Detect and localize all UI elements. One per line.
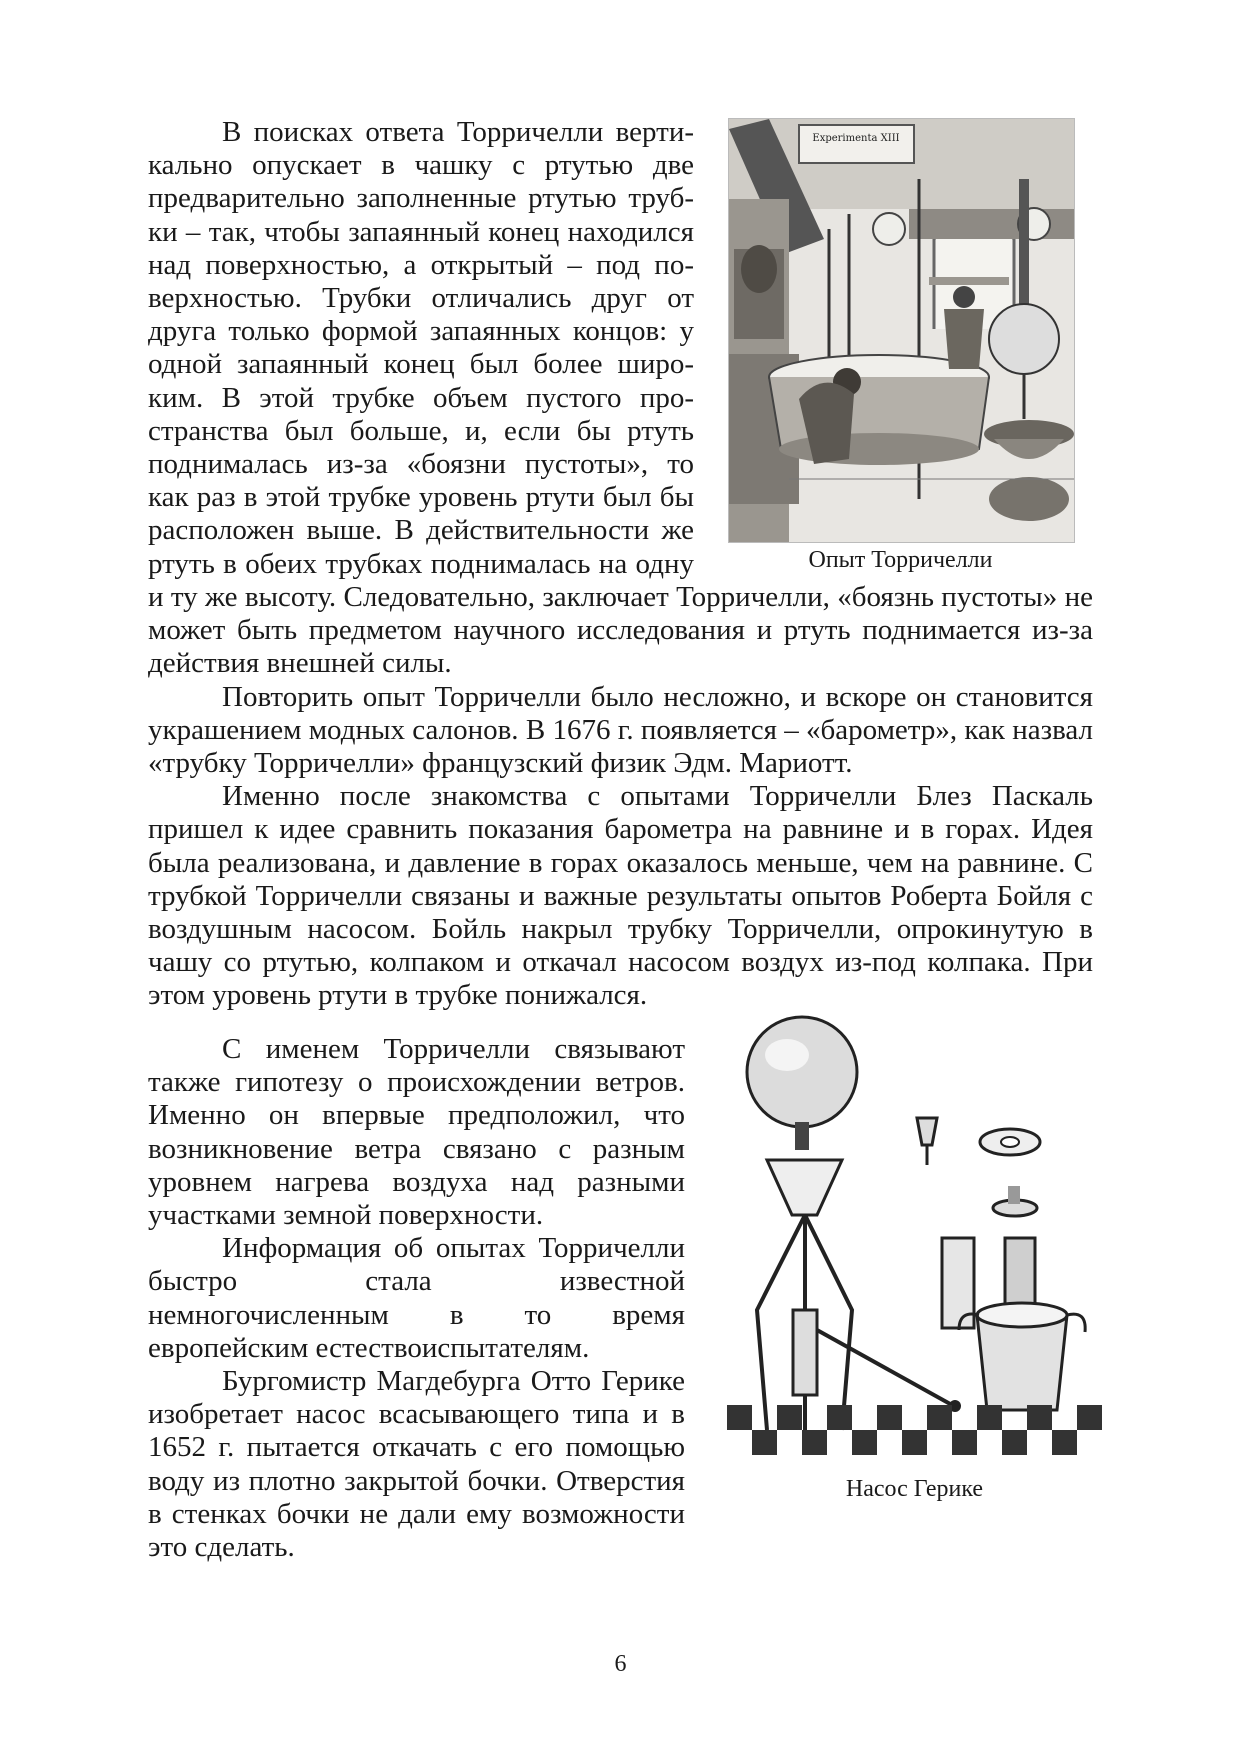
line: ки – так, чтобы запаянный конец находился bbox=[148, 215, 694, 248]
text-block-narrow bbox=[148, 1033, 685, 1564]
paragraph-4: С именем Торричелли связывают также гипотезу о происхождении ветров. Именно он впервые предположил, что возникновение ветра связано с разным уровнем нагрева воздуха над разными участками земной поверхности. bbox=[148, 1033, 685, 1232]
line: расположен выше. В действительности же bbox=[148, 514, 694, 547]
gericke-figure bbox=[727, 1010, 1107, 1502]
paragraph-1-narrow bbox=[148, 116, 694, 581]
line: странства был больше, и, если бы ртуть bbox=[148, 414, 694, 447]
line: кально опускает в чашку с ртутью две bbox=[148, 149, 694, 182]
line: верхностью. Трубки отличались друг от bbox=[148, 282, 694, 315]
line: ким. В этой трубке объем пустого про- bbox=[148, 381, 694, 414]
line: поднималась из-за «боязни пустоты», то bbox=[148, 448, 694, 481]
line: ртуть в обеих трубках поднималась на одну bbox=[148, 547, 694, 580]
torricelli-figure bbox=[728, 118, 1078, 598]
line: друга только формой запаянных концов: у bbox=[148, 315, 694, 348]
line: над поверхностью, а открытый – под по- bbox=[148, 248, 694, 281]
torricelli-engraving bbox=[728, 118, 1075, 543]
gericke-engraving bbox=[727, 1010, 1102, 1455]
torricelli-caption: Опыт Торричелли bbox=[808, 547, 993, 573]
paragraph-3: Именно после знакомства с опытами Торричелли Блез Паскаль пришел к идее сравнить показания барометра на равнине и в горах. Идея была реализована, и давление в горах оказалось меньше, чем на равнине. С трубкой Торричелли связаны и важные результаты опытов Роберта Бойля с воздушным насосом. Бойль накрыл трубку Торричелли, опрокинутую в чашу со ртутью, колпаком и откачал насосом воздух из-под колпака. При этом уровень ртути в трубке понижался. bbox=[148, 780, 1093, 1012]
paragraph-6: Бургомистр Магдебурга Отто Герике изобретает насос всасывающего типа и в 1652 г. пытается откачать с его помощью воду из плотно закрытой бочки. Отверстия в стенках бочки не дали ему возможности это сделать. bbox=[148, 1365, 685, 1564]
gericke-caption: Насос Герике bbox=[845, 1476, 984, 1502]
paragraph-2: Повторить опыт Торричелли было несложно, и вскоре он становится украшением модных салонов. В 1676 г. появляется – «барометр», как назвал «трубку Торричелли» французский физик Эдм. Мариотт. bbox=[148, 680, 1093, 780]
paragraph-1-continued: и ту же высоту. Следовательно, заключает Торричелли, «боязнь пустоты» не может быть предметом научного исследования и ртуть поднимается из-за действия внешней силы. bbox=[148, 581, 1093, 680]
line: одной запаянный конец был более широ- bbox=[148, 348, 694, 381]
page-number: 6 bbox=[614, 1651, 627, 1677]
line: как раз в этой трубке уровень ртути был бы bbox=[148, 481, 694, 514]
line: предварительно заполненные ртутью труб- bbox=[148, 182, 694, 215]
text-block-full bbox=[148, 581, 1093, 1013]
line: В поисках ответа Торричелли верти- bbox=[222, 116, 694, 148]
paragraph-5: Информация об опытах Торричелли быстро стала известной немногочисленным в то время европейским естествоиспытателям. bbox=[148, 1232, 685, 1364]
plate-label: Experimenta XIII bbox=[812, 133, 900, 144]
